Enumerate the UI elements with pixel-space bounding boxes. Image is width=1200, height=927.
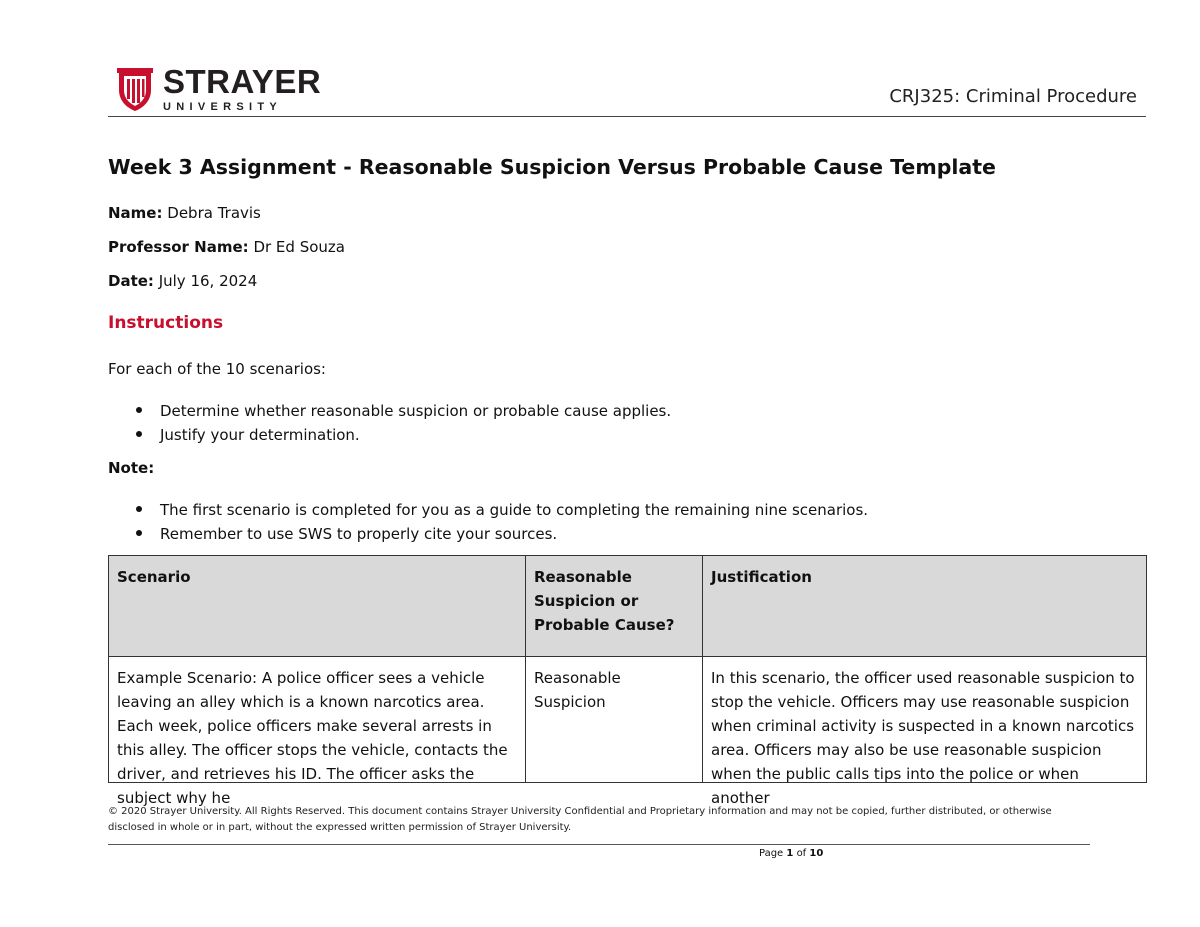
table-header-row (109, 556, 1147, 657)
bullet-icon (136, 506, 142, 512)
table-row (109, 657, 1147, 783)
justification-cell (703, 657, 1147, 807)
scenario-table (108, 555, 1147, 807)
copyright-notice: © 2020 Strayer University. All Rights Reserved. This document contains Strayer University Confidential and Proprietary information and may not be copied, further distributed, or otherwise disclosed in whole or in part, without the expressed written permission of Strayer University. (108, 806, 1052, 833)
page-number (759, 848, 823, 859)
list-item-text: Justify your determination. (160, 426, 360, 444)
professor-field (108, 238, 345, 256)
document-title: Week 3 Assignment - Reasonable Suspicion Versus Probable Cause Template (108, 155, 996, 179)
date-value: July 16, 2024 (158, 272, 258, 290)
column-header-determination: Reasonable Suspicion or Probable Cause? (526, 556, 703, 657)
column-header-justification: Justification (703, 556, 1147, 657)
logo-title: STRAYER (163, 63, 322, 100)
list-item-text: Determine whether reasonable suspicion or probable cause applies. (160, 402, 672, 420)
professor-value: Dr Ed Souza (253, 238, 345, 256)
strayer-logo (117, 63, 322, 113)
course-title: CRJ325: Criminal Procedure (889, 86, 1137, 107)
determination-cell (526, 657, 703, 783)
list-item (136, 426, 360, 444)
instructions-heading: Instructions (108, 313, 224, 333)
bullet-icon (136, 407, 142, 413)
name-field (108, 204, 261, 222)
list-item-text: The first scenario is completed for you as a guide to completing the remaining nine scenarios. (160, 501, 869, 519)
date-field (108, 272, 257, 290)
name-value: Debra Travis (167, 204, 261, 222)
professor-label: Professor Name: (108, 238, 249, 256)
list-item-text: Remember to use SWS to properly cite your sources. (160, 525, 558, 543)
page-of: of (796, 848, 807, 859)
scenario-text: Example Scenario: A police officer sees a vehicle leaving an alley which is a known narcotics area. Each week, police officers make several arrests in this alley. The officer stops the vehicle, contacts the driver, and retrieves his ID. The officer asks the subject why he (117, 669, 508, 807)
list-item (136, 501, 868, 519)
logo-subtitle: UNIVERSITY (163, 101, 283, 113)
page-prefix: Page (759, 848, 784, 859)
instructions-intro: For each of the 10 scenarios: (108, 360, 326, 378)
list-item (136, 525, 557, 543)
footer-divider (108, 844, 1090, 845)
page-total: 10 (809, 848, 824, 859)
bullet-icon (136, 431, 142, 437)
justification-text: In this scenario, the officer used reasonable suspicion to stop the vehicle. Officers may use reasonable suspicion when criminal activity is suspected in a known narcotics area. Officers may also be use reasonable suspicion when the public calls tips into the police or when another (711, 669, 1135, 807)
determination-text: Reasonable Suspicion (534, 669, 621, 711)
page-current: 1 (786, 848, 794, 859)
date-label: Date: (108, 272, 154, 290)
list-item (136, 402, 671, 420)
scenario-cell (109, 657, 526, 807)
header-divider (108, 116, 1146, 117)
name-label: Name: (108, 204, 163, 222)
column-header-scenario: Scenario (109, 556, 526, 657)
strayer-shield-icon (117, 68, 153, 112)
note-label: Note: (108, 459, 155, 477)
bullet-icon (136, 530, 142, 536)
